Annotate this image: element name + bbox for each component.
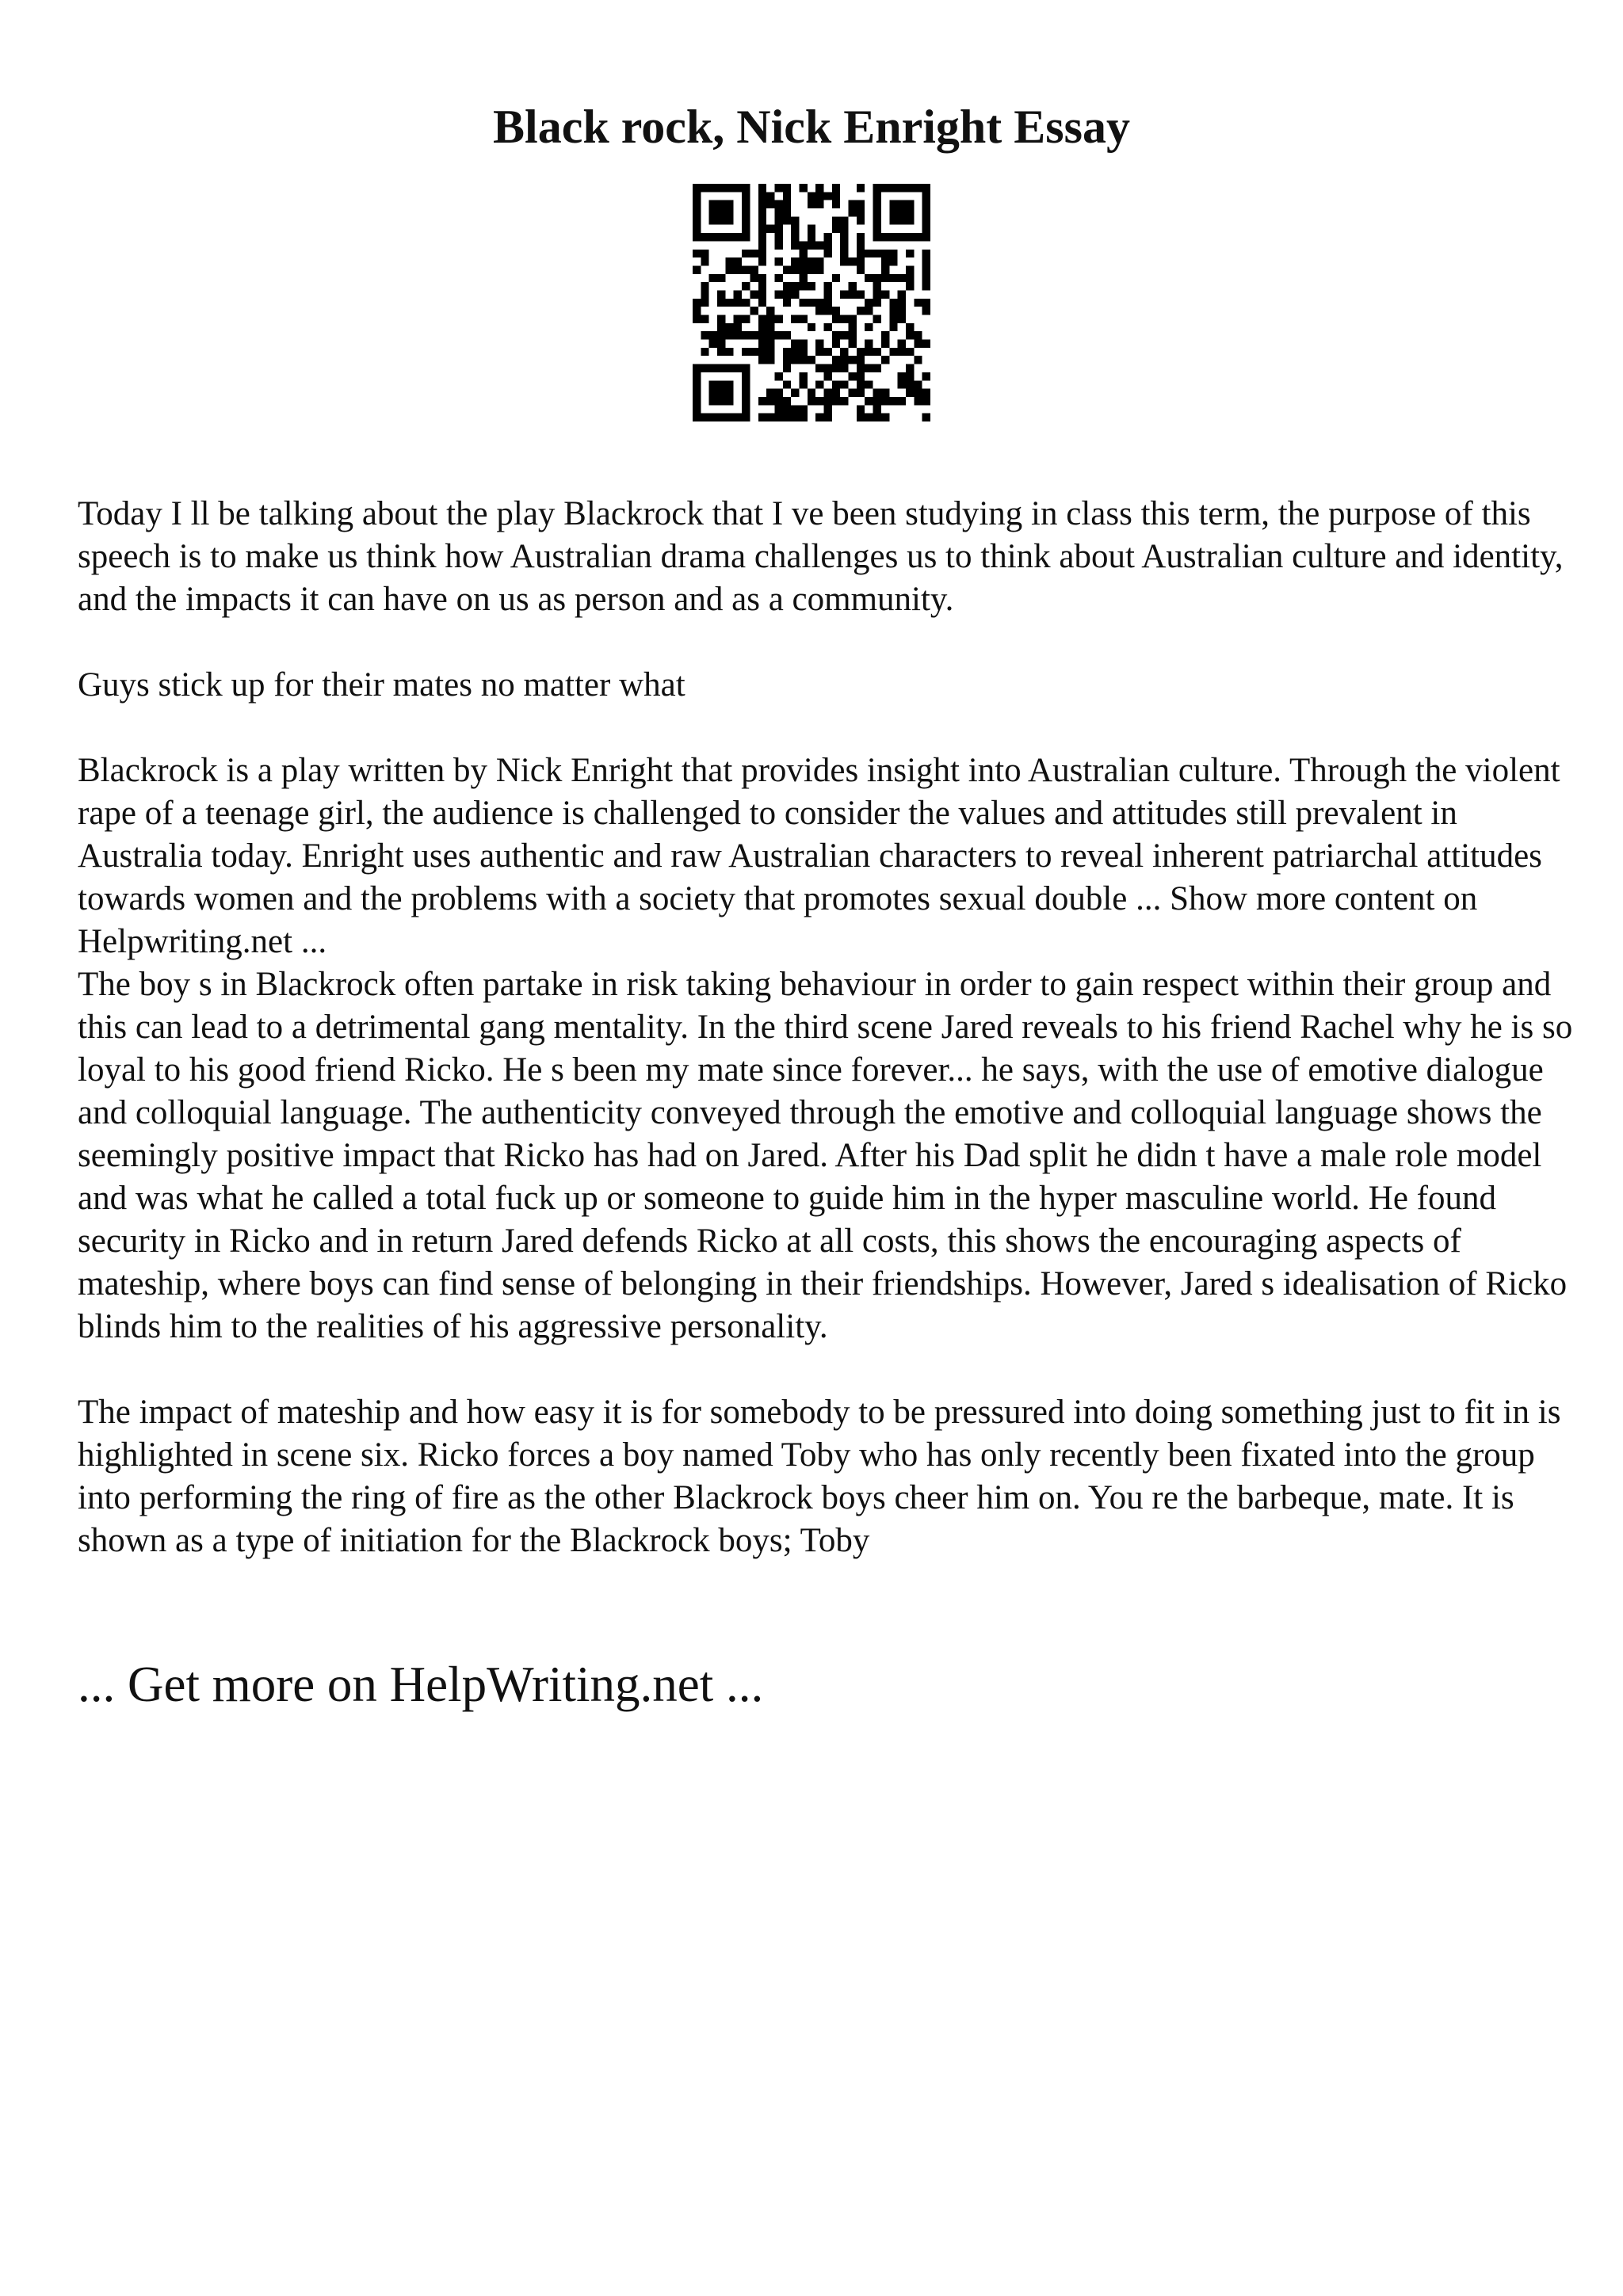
paragraph-quote: Guys stick up for their mates no matter what (78, 666, 685, 704)
get-more-link[interactable]: ... Get more on HelpWriting.net ... (78, 1657, 764, 1712)
paragraph-jared-ricko: The boy s in Blackrock often partake in risk taking behaviour in order to gain respect within their group and this can lead to a detrimental gang mentality. In the third scene Jared reveals to his friend Rachel why he is so loyal to his good friend Ricko. He s been my mate since forever... he says, with the use of emotive dialogue and colloquial language. The authenticity conveyed through the emotive and colloquial language shows the seemingly positive impact that Ricko has had on Jared. After his Dad split he didn t have a male role model and was what he called a total fuck up or someone to guide him in the hyper masculine world. He found security in Ricko and in return Jared defends Ricko at all costs, this shows the encouraging aspects of mateship, where boys can find sense of belonging in their friendships. However, Jared s idealisation of Ricko blinds him to the realities of his aggressive personality. (78, 966, 1573, 1345)
qr-code-icon (693, 184, 930, 421)
essay-body (78, 493, 1575, 1605)
paragraph-intro: Today I ll be talking about the play Blackrock that I ve been studying in class this term, the purpose of this speech is to make us think how Australian drama challenges us to think about Australian culture and identity, and the impacts it can have on us as person and as a community. (78, 495, 1564, 618)
document-title: Black rock, Nick Enright Essay (493, 101, 1130, 153)
paragraph-scene-six: The impact of mateship and how easy it is for somebody to be pressured into doing something just to fit in is highlighted in scene six. Ricko forces a boy named Toby who has only recently been fixated into the group into performing the ring of fire as the other Blackrock boys cheer him on. You re the barbeque, mate. It is shown as a type of initiation for the Blackrock boys; Toby (78, 1394, 1561, 1559)
paragraph-overview: Blackrock is a play written by Nick Enright that provides insight into Australian culture. Through the violent rape of a teenage girl, the audience is challenged to consider the values and attitudes still prevalent in Australia today. Enright uses authentic and raw Australian characters to reveal inherent patriarchal attitudes towards women and the problems with a society that promotes sexual double ... Show more content on Helpwriting.net ... (78, 752, 1560, 960)
